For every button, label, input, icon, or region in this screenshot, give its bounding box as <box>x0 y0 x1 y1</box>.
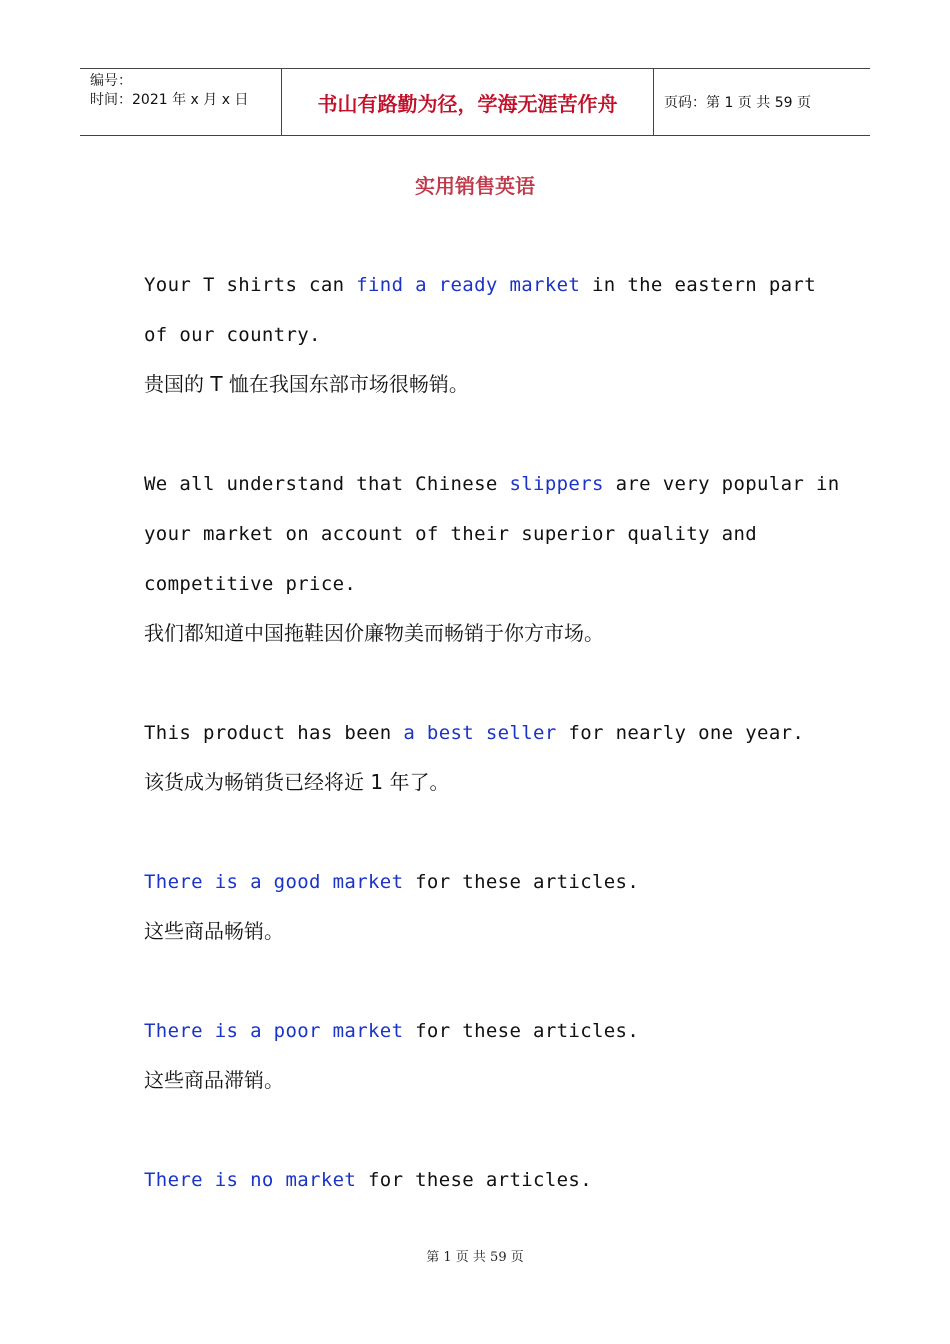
highlight-phrase: find a ready market <box>356 274 581 296</box>
text-segment: This product has been <box>144 722 404 744</box>
example-3-zh: 该货成为畅销货已经将近 1 年了。 <box>144 770 450 794</box>
example-6-en-line-1 <box>144 1168 592 1192</box>
text-segment: in the eastern part <box>580 274 816 296</box>
example-4-zh: 这些商品畅销。 <box>144 919 284 943</box>
text-segment: for these articles. <box>356 1169 592 1191</box>
highlight-phrase: a best seller <box>403 722 557 744</box>
page-info: 页码：第 1 页 共 59 页 <box>664 95 811 111</box>
text-segment: We all understand that Chinese <box>144 473 510 495</box>
text-segment: for these articles. <box>403 871 640 893</box>
motto: 书山有路勤为径，学海无涯苦作舟 <box>281 69 654 135</box>
example-1-en-line-1 <box>144 273 816 297</box>
highlight-phrase: There is a poor market <box>144 1020 404 1042</box>
example-2-zh: 我们都知道中国拖鞋因价廉物美而畅销于你方市场。 <box>144 621 604 645</box>
text-segment: Your T shirts can <box>144 274 357 296</box>
number-label: 编号： <box>90 73 132 89</box>
header-left-cell <box>80 69 281 135</box>
page-footer: 第 1 页 共 59 页 <box>426 1250 524 1265</box>
text-segment: are very popular in <box>603 473 840 495</box>
text-segment: for nearly one year. <box>556 722 805 744</box>
highlight-phrase: There is a good market <box>144 871 404 893</box>
highlight-phrase: slippers <box>509 473 604 495</box>
example-4-en-line-1 <box>144 870 639 894</box>
example-5-en-line-1 <box>144 1019 639 1043</box>
example-1-zh: 贵国的 T 恤在我国东部市场很畅销。 <box>144 372 469 396</box>
highlight-phrase: There is no market <box>144 1169 357 1191</box>
example-2-en-line-1 <box>144 472 840 496</box>
example-2-en-line-2: your market on account of their superior quality and <box>144 523 758 545</box>
document-title: 实用销售英语 <box>415 174 535 198</box>
example-2-en-line-3: competitive price. <box>144 573 357 595</box>
text-segment: for these articles. <box>403 1020 640 1042</box>
date-label: 时间：2021 年 x 月 x 日 <box>90 92 249 108</box>
header-table <box>80 68 870 136</box>
example-1-en-line-2: of our country. <box>144 324 321 346</box>
example-5-zh: 这些商品滞销。 <box>144 1068 284 1092</box>
example-3-en-line-1 <box>144 721 804 745</box>
